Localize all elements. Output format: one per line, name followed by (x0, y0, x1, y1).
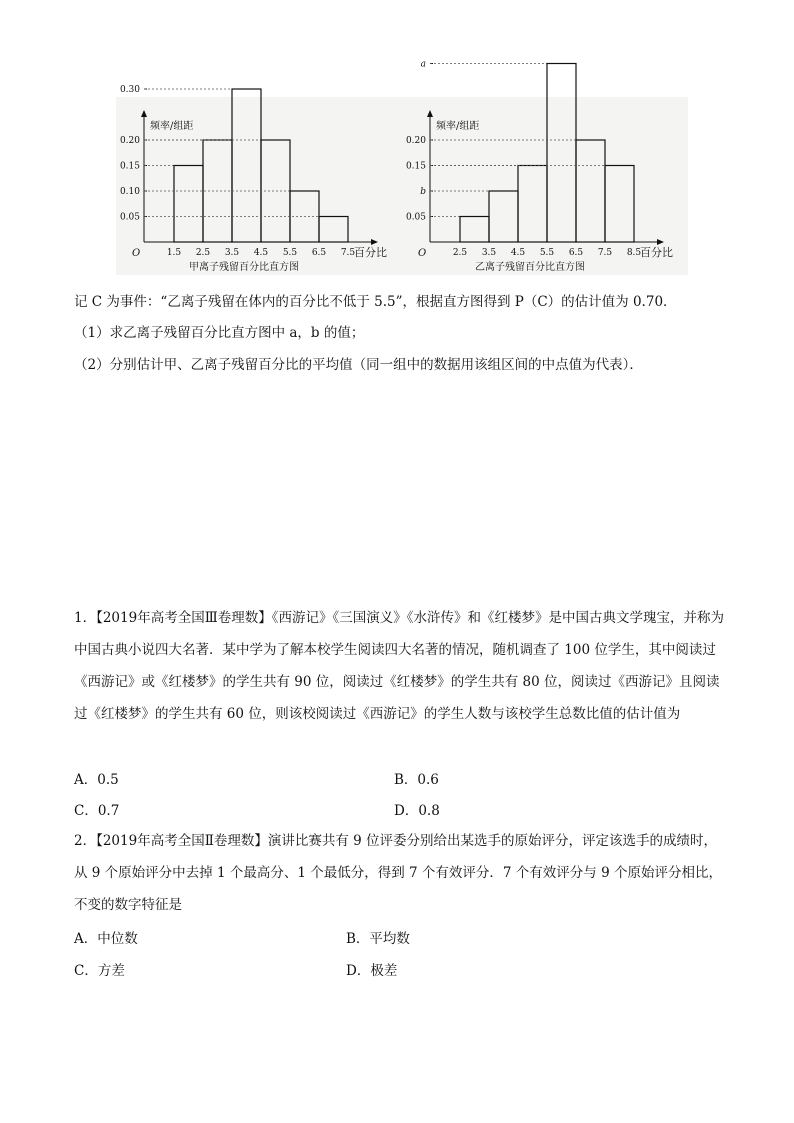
x-tick-label: 6.5 (568, 248, 584, 258)
intro-question-1: （1）求乙离子残留百分比直方图中 a，b 的值； (74, 325, 365, 341)
histogram-bar (232, 89, 261, 242)
q2-option-c: C．方差 (74, 963, 125, 979)
histogram-bar (518, 166, 547, 243)
histogram-bar (460, 217, 489, 243)
histogram-figure (116, 59, 688, 275)
intro-event-line: 记 C 为事件：“乙离子残留在体内的百分比不低于 5.5”，根据直方图得到 P（C）的估计值为 0.70． (74, 294, 677, 310)
y-tick-label: a (420, 59, 426, 70)
origin-label: O (132, 248, 141, 259)
intro-question-2: （2）分别估计甲、乙离子残留百分比的平均值（同一组中的数据用该组区间的中点值为代表）． (74, 357, 643, 373)
histogram-yi (402, 59, 688, 275)
y-tick-label: 0.15 (119, 161, 140, 172)
histogram-bar (576, 140, 605, 242)
x-tick-label: 3.5 (481, 248, 497, 258)
y-tick-label: 0.10 (119, 187, 140, 197)
x-axis-arrow (657, 239, 664, 245)
q1-option-d: D．0.8 (394, 803, 440, 819)
x-tick-label: 2.5 (195, 248, 211, 258)
y-tick-label: 0.20 (405, 136, 426, 146)
x-tick-label: 4.5 (253, 248, 269, 258)
q2-option-b: B．平均数 (346, 931, 410, 947)
x-tick-label: 2.5 (452, 248, 468, 258)
y-tick-label: 0.20 (119, 136, 140, 146)
question-1-text: 1．【2019年高考全国Ⅲ卷理数】《西游记》《三国演义》《水浒传》和《红楼梦》是中国古典文学瑰宝，并称为中国古典小说四大名著．某中学为了解本校学生阅读四大名著的情况，随机调查了 100 位学生，其中阅读过《西游记》或《红楼梦》的学生共有 90 位，阅读过《红楼梦》的学生共有 80 位，阅读过《西游记》且阅读过《红楼梦》的学生共有 60 位，则该校阅读过《西游记》的学生人数与该校学生总数比值的估计值为 (74, 610, 724, 722)
x-axis-arrow (371, 239, 378, 245)
histogram-bar (319, 217, 348, 243)
y-axis-label: 频率/组距 (150, 121, 194, 132)
q1-option-b: B．0.6 (394, 772, 439, 788)
y-axis-label: 频率/组距 (436, 121, 480, 132)
histogram-jia (116, 85, 402, 275)
histogram-bar (174, 166, 203, 243)
x-tick-label: 8.5 (626, 248, 642, 258)
q1-option-c: C．0.7 (74, 803, 120, 819)
q2-option-a: A．中位数 (74, 931, 138, 947)
chart-title: 乙离子残留百分比直方图 (475, 262, 585, 273)
y-axis-arrow (427, 110, 433, 117)
question-2-text: 2．【2019年高考全国Ⅱ卷理数】演讲比赛共有 9 位评委分别给出某选手的原始评分，评定该选手的成绩时，从 9 个原始评分中去掉 1 个最高分、1 个最低分，得到 7 个有效评分．7 个有效评分与 9 个原始评分相比，不变的数字特征是 (74, 833, 722, 913)
y-axis-arrow (141, 110, 147, 117)
histogram-bar (489, 191, 518, 242)
x-tick-label: 3.5 (224, 248, 240, 258)
y-tick-label: 0.05 (405, 212, 426, 223)
x-axis-label: 百分比 (354, 246, 387, 259)
y-tick-label: 0.30 (119, 85, 140, 95)
q1-option-a: A．0.5 (74, 772, 119, 788)
histogram-bar (605, 166, 634, 243)
chart-title: 甲离子残留百分比直方图 (189, 262, 299, 273)
q2-option-d: D．极差 (346, 963, 398, 979)
x-tick-label: 7.5 (597, 248, 613, 258)
y-tick-label: 0.15 (405, 161, 426, 172)
x-axis-label: 百分比 (640, 246, 673, 259)
x-tick-label: 1.5 (166, 248, 182, 258)
y-tick-label: 0.05 (119, 212, 140, 223)
x-tick-label: 6.5 (311, 248, 327, 258)
x-tick-label: 4.5 (510, 248, 526, 258)
x-tick-label: 7.5 (340, 248, 356, 258)
x-tick-label: 5.5 (282, 248, 298, 258)
y-tick-label: b (420, 187, 426, 197)
x-tick-label: 5.5 (539, 248, 555, 258)
origin-label: O (418, 248, 427, 259)
histogram-bar (547, 64, 576, 243)
